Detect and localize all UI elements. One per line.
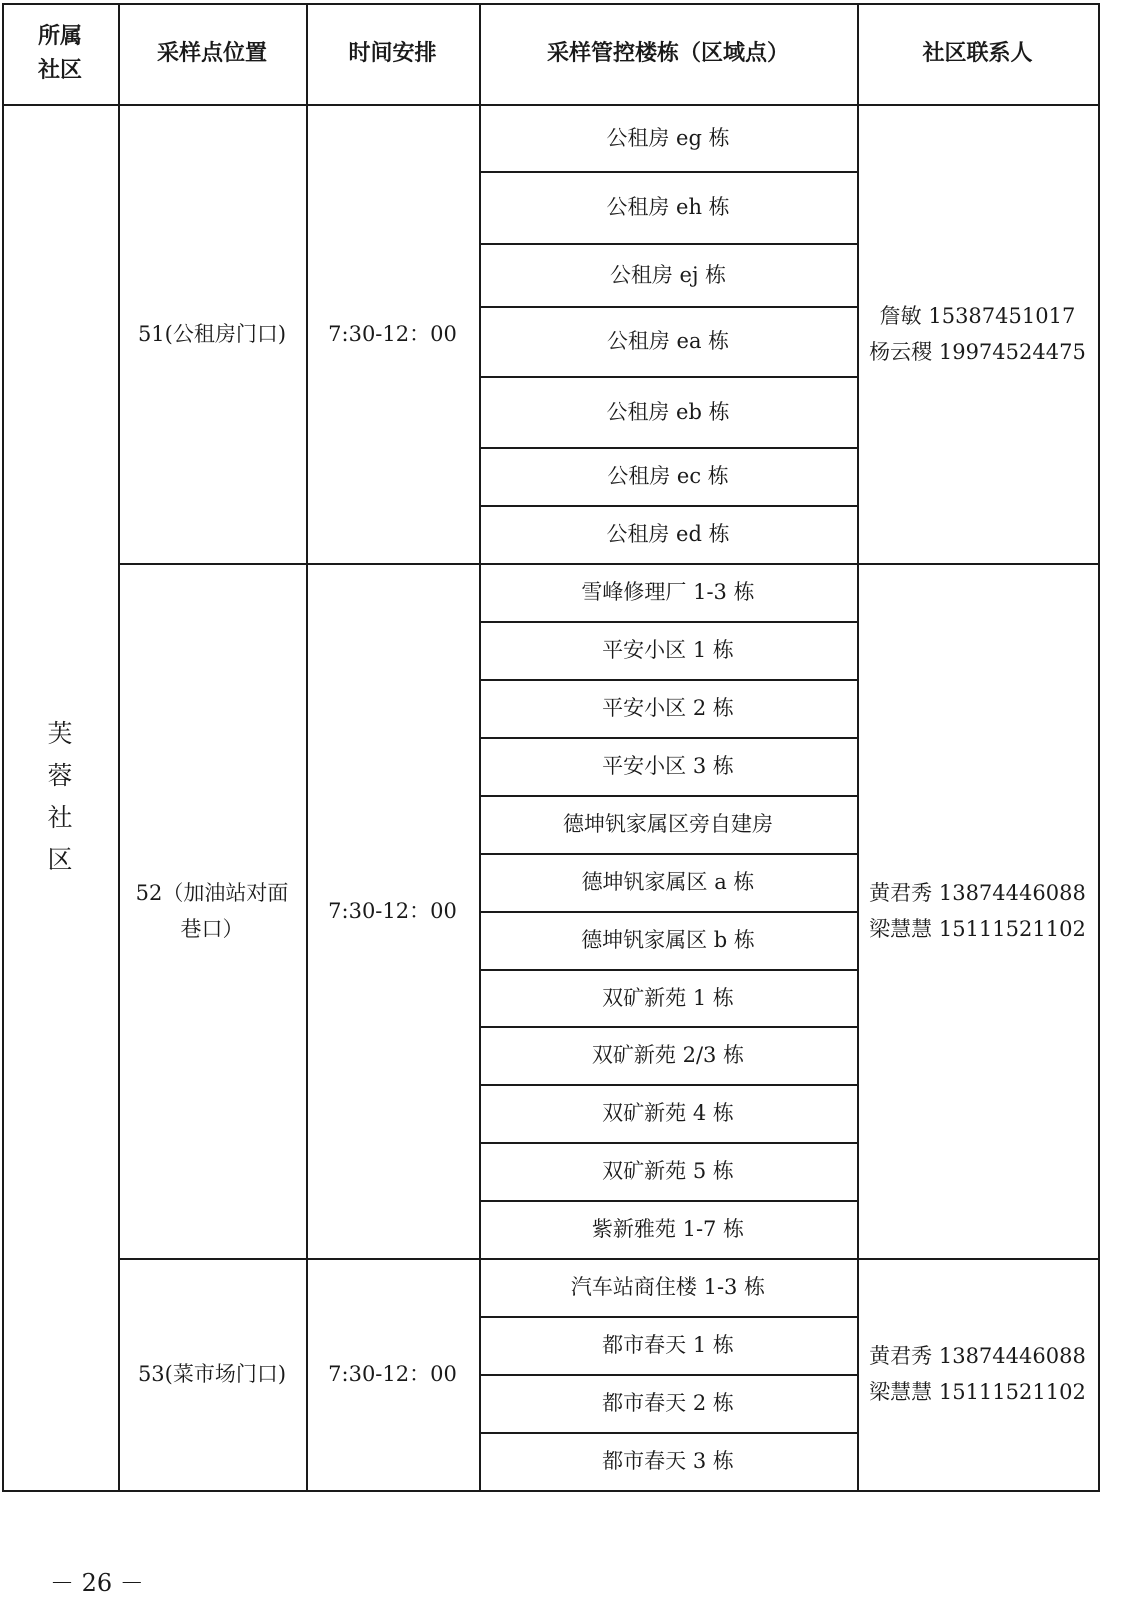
contact-person: 梁慧慧 15111521102 [869,1380,1086,1404]
building-row: 公租房 eb 栋 [606,399,730,424]
page-number: － 26 － [50,1569,144,1597]
sampling-schedule-table [2,3,1098,1522]
building-divider [479,563,859,565]
building-row: 双矿新苑 1 栋 [602,985,734,1010]
building-row: 公租房 ea 栋 [606,329,730,353]
table-border-bottom [2,1490,1100,1492]
time-slot: 7:30-12：00 [328,898,457,923]
table-border-top [2,3,1100,5]
header-site: 采样点位置 [156,40,267,66]
table-vline [1098,3,1100,1492]
building-row: 德坤钒家属区旁自建房 [563,812,773,836]
building-divider [479,505,859,507]
building-row: 公租房 eg 栋 [606,125,730,150]
building-row: 都市春天 2 栋 [602,1391,734,1415]
header-buildings: 采样管控楼栋（区域点） [546,40,789,66]
contact-person: 杨云稷 19974524475 [869,339,1086,364]
header-divider [2,104,1100,106]
building-row: 都市春天 1 栋 [602,1333,734,1357]
building-divider [479,376,859,378]
building-divider [479,679,859,681]
contact-cell [857,104,1098,563]
header-community-line: 社区 [37,57,82,83]
building-divider [479,1316,859,1318]
building-row: 双矿新苑 5 栋 [602,1159,734,1183]
contact-cell [857,563,1098,1258]
table-vline [306,3,308,1492]
sampling-site: 51(公租房门口) [137,321,287,346]
table-vline [479,3,481,1492]
table-vline [118,3,120,1492]
building-divider [479,911,859,913]
contact-person: 梁慧慧 15111521102 [869,916,1086,941]
building-row: 紫新雅苑 1-7 栋 [591,1217,745,1241]
time-slot: 7:30-12：00 [328,1362,457,1386]
contact-person: 黄君秀 13874446088 [869,1344,1086,1368]
building-row: 平安小区 3 栋 [602,754,734,778]
building-row: 平安小区 1 栋 [602,638,734,662]
building-row: 公租房 eh 栋 [606,195,730,219]
building-divider [479,1200,859,1202]
building-divider [479,1084,859,1086]
header-community [2,3,118,104]
building-divider [479,969,859,971]
building-divider [479,1374,859,1376]
building-row: 公租房 ed 栋 [606,522,730,546]
building-divider [479,243,859,245]
building-row: 公租房 ej 栋 [609,262,727,287]
building-divider [479,1258,859,1260]
contact-cell [857,1258,1098,1490]
building-divider [479,447,859,449]
building-divider [479,737,859,739]
building-divider [479,621,859,623]
time-slot: 7:30-12：00 [328,321,457,346]
table-vline [2,3,4,1492]
building-row: 德坤钒家属区 b 栋 [581,928,755,952]
sampling-site: 53(菜市场门口) [137,1362,287,1386]
building-row: 平安小区 2 栋 [602,696,734,720]
building-divider [479,1142,859,1144]
sampling-site: 52（加油站对面巷口） [135,880,289,941]
building-divider [479,795,859,797]
building-row: 双矿新苑 2/3 栋 [591,1043,745,1067]
building-row: 雪峰修理厂 1-3 栋 [581,580,755,604]
building-row: 都市春天 3 栋 [602,1449,734,1473]
building-divider [479,171,859,173]
building-row: 汽车站商住楼 1-3 栋 [570,1275,766,1299]
community-name: 芙 蓉 社 区 [47,719,73,874]
header-time: 时间安排 [348,40,437,66]
building-divider [479,853,859,855]
header-community-line: 所属 [37,23,82,49]
building-row: 公租房 ec 栋 [607,464,729,488]
community-name-cell [2,104,118,1490]
building-divider [479,1432,859,1434]
building-divider [479,306,859,308]
building-row: 德坤钒家属区 a 栋 [581,870,755,894]
table-vline [857,3,859,1492]
header-contact: 社区联系人 [922,40,1033,66]
building-divider [479,1026,859,1028]
building-row: 双矿新苑 4 栋 [602,1101,734,1125]
contact-person: 黄君秀 13874446088 [869,880,1086,905]
contact-person: 詹敏 15387451017 [879,303,1076,328]
